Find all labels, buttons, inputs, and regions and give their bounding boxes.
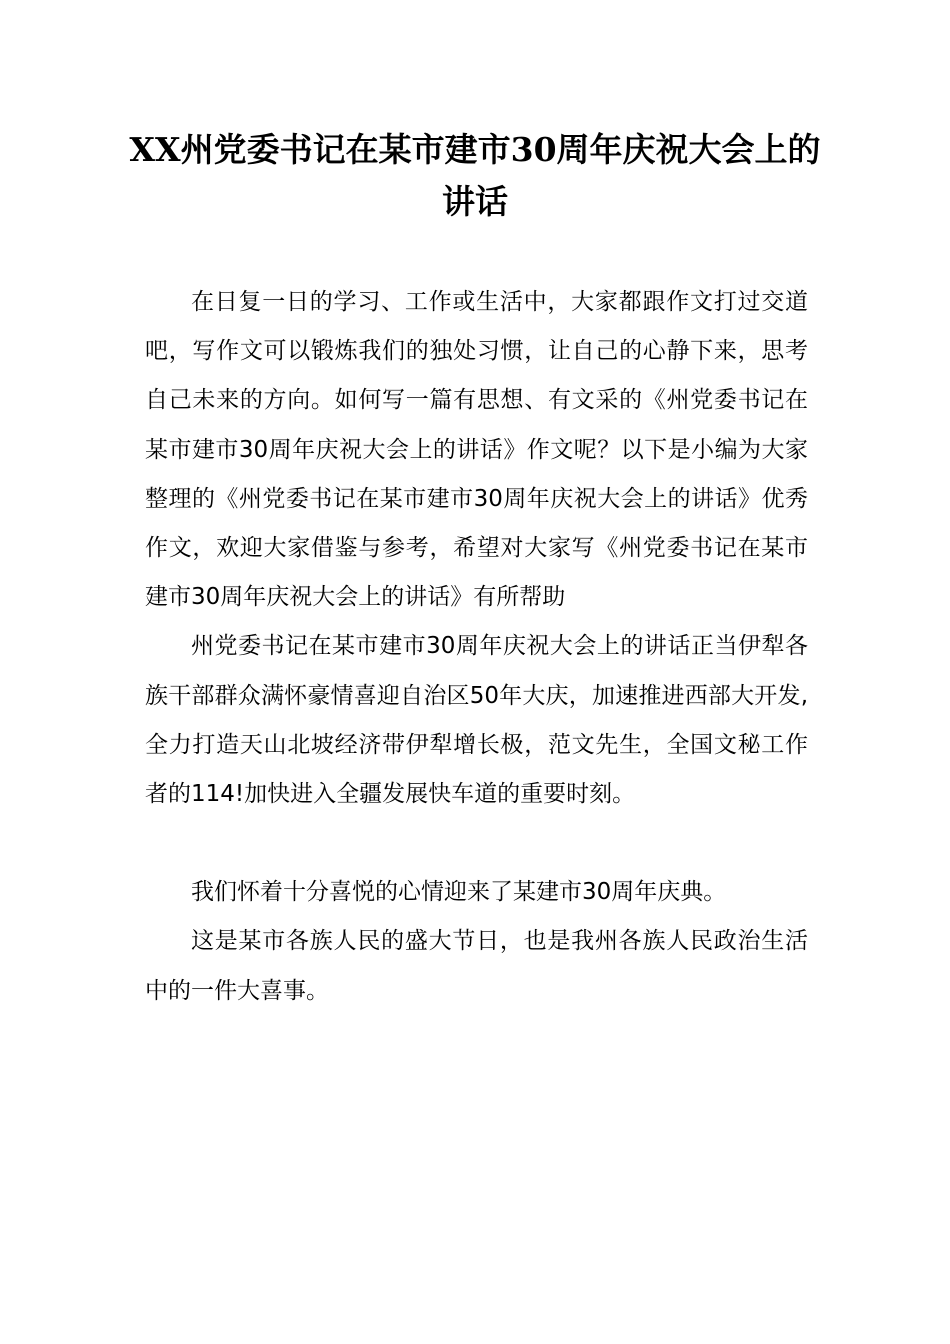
paragraph-speech-opening: 州党委书记在某市建市30周年庆祝大会上的讲话正当伊犁各族干部群众满怀豪情喜迎自治区50年大庆，加速推进西部大开发,全力打造天山北坡经济带伊犁增长极，范文先生，全国文秘工作者的114!加快进入全疆发展快车道的重要时刻。	[145, 633, 808, 808]
document-title: XX州党委书记在某市建市30周年庆祝大会上的讲话	[129, 130, 821, 221]
paragraph-intro: 在日复一日的学习、工作或生活中，大家都跟作文打过交道吧，写作文可以锻炼我们的独处习惯，让自己的心静下来，思考自己未来的方向。如何写一篇有思想、有文采的《州党委书记在某市建市30周年庆祝大会上的讲话》作文呢？以下是小编为大家整理的《州党委书记在某市建市30周年庆祝大会上的讲话》优秀作文，欢迎大家借鉴与参考，希望对大家写《州党委书记在某市建市30周年庆祝大会上的讲话》有所帮助	[145, 289, 808, 611]
document-body	[145, 278, 808, 1016]
paragraph-festival: 这是某市各族人民的盛大节日，也是我州各族人民政治生活中的一件大喜事。	[145, 928, 808, 1004]
paragraph-celebration: 我们怀着十分喜悦的心情迎来了某建市30周年庆典。	[191, 879, 727, 906]
